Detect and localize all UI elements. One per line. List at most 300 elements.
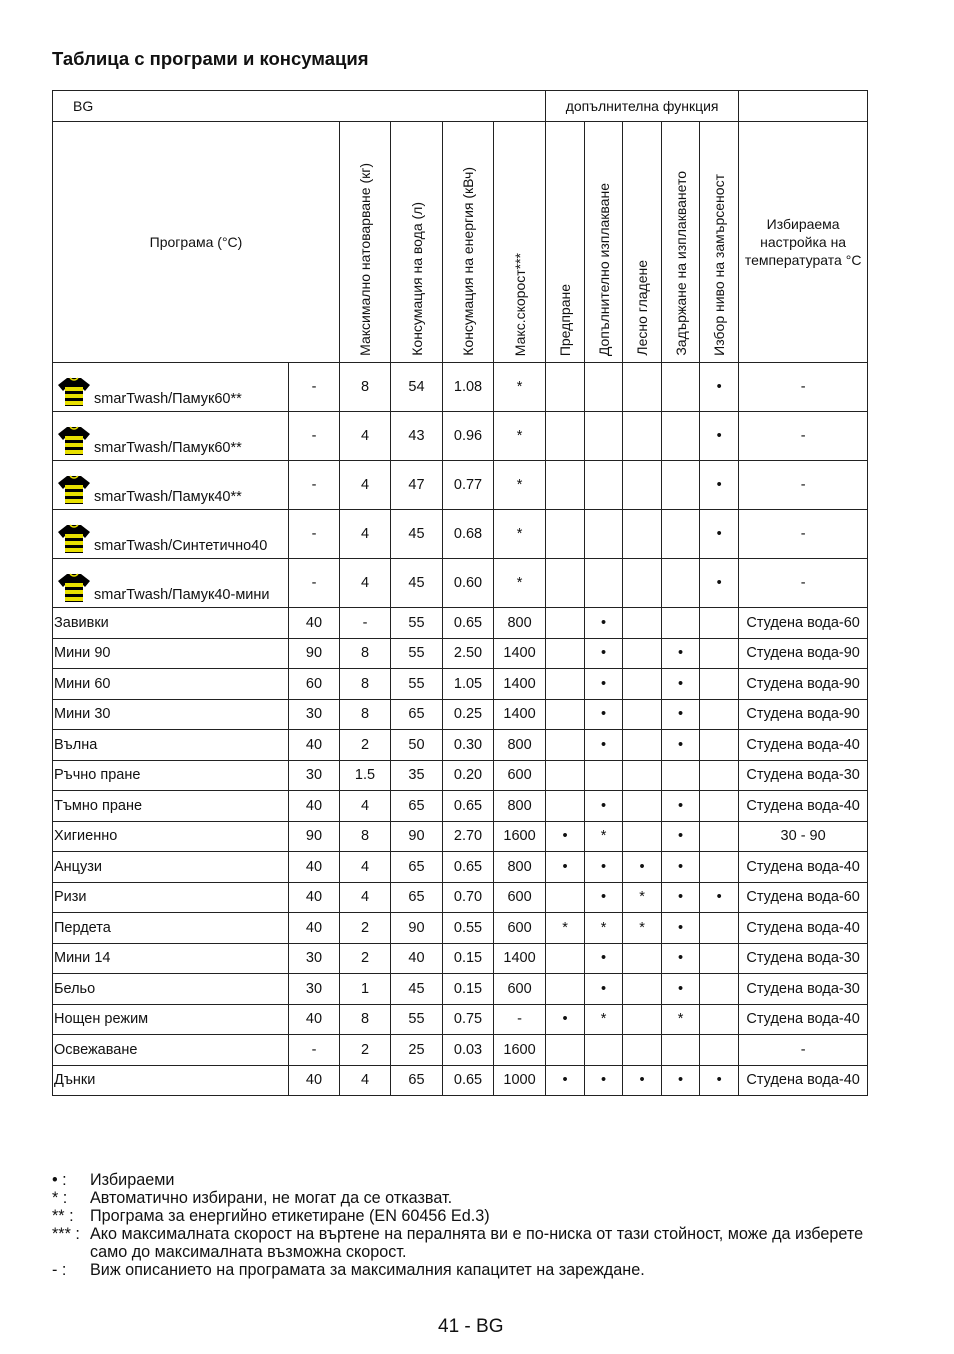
cell-extra-rinse (585, 363, 623, 412)
cell-temp: 40 (289, 852, 340, 883)
cell-load: 4 (340, 510, 391, 559)
cell-easy-iron (623, 1035, 662, 1066)
cell-energy: 0.03 (443, 1035, 494, 1066)
cell-rinse-hold: • (662, 791, 700, 822)
header-max-load-text: Максимално натоварване (кг) (357, 163, 373, 356)
cell-easy-iron (623, 1004, 662, 1035)
cell-energy: 0.30 (443, 730, 494, 761)
program-name: Нощен режим (54, 1011, 149, 1028)
cell-rinse-hold (662, 510, 700, 559)
cell-rinse-hold: * (662, 1004, 700, 1035)
table-row (53, 412, 868, 461)
program-name-cell (53, 882, 289, 913)
program-name-cell (53, 821, 289, 852)
cell-water: 45 (391, 974, 443, 1005)
program-name-cell (53, 1004, 289, 1035)
program-name-cell (53, 363, 289, 412)
table-row (53, 1004, 868, 1035)
header-speed (494, 122, 546, 363)
cell-load: - (340, 608, 391, 639)
cell-water: 50 (391, 730, 443, 761)
cell-easy-iron (623, 974, 662, 1005)
cell-extra-rinse: • (585, 669, 623, 700)
cell-soil (700, 730, 739, 761)
cell-rinse-hold: • (662, 882, 700, 913)
program-name-cell (53, 1065, 289, 1096)
cell-speed: * (494, 510, 546, 559)
page-number: 41 - BG (438, 1316, 504, 1337)
cell-easy-iron: * (623, 882, 662, 913)
cell-load: 8 (340, 1004, 391, 1035)
header-prewash-text: Предпране (557, 283, 574, 356)
cell-water: 55 (391, 608, 443, 639)
cell-speed: 1400 (494, 699, 546, 730)
cell-temp: 30 (289, 974, 340, 1005)
program-name-cell (53, 943, 289, 974)
program-name-cell (53, 1035, 289, 1066)
cell-water: 35 (391, 760, 443, 791)
cell-load: 2 (340, 943, 391, 974)
cell-load: 4 (340, 1065, 391, 1096)
cell-rinse-hold (662, 412, 700, 461)
cell-temp: 40 (289, 1065, 340, 1096)
cell-extra-rinse: * (585, 913, 623, 944)
cell-extra-rinse (585, 559, 623, 608)
header-water (391, 122, 443, 363)
cell-easy-iron (623, 412, 662, 461)
cell-temp-sel: Студена вода-40 (739, 852, 868, 883)
table-row (53, 821, 868, 852)
cell-rinse-hold (662, 461, 700, 510)
cell-load: 4 (340, 882, 391, 913)
cell-prewash (546, 699, 585, 730)
cell-prewash (546, 461, 585, 510)
cell-speed: 1400 (494, 943, 546, 974)
cell-rinse-hold: • (662, 913, 700, 944)
program-name-cell (53, 699, 289, 730)
cell-prewash (546, 1035, 585, 1066)
cell-speed: 1600 (494, 1035, 546, 1066)
cell-extra-rinse: • (585, 1065, 623, 1096)
program-name: Мини 14 (54, 950, 111, 967)
cell-water: 65 (391, 882, 443, 913)
cell-energy: 2.50 (443, 638, 494, 669)
cell-temp: 40 (289, 791, 340, 822)
legend-text: Избираеми (90, 1171, 175, 1189)
cell-temp-sel: - (739, 412, 868, 461)
cell-temp: - (289, 559, 340, 608)
cell-soil (700, 821, 739, 852)
legend-item (52, 1261, 880, 1279)
cell-easy-iron (623, 760, 662, 791)
program-name: Анцузи (54, 858, 102, 875)
cell-speed: 1400 (494, 669, 546, 700)
cell-energy: 1.05 (443, 669, 494, 700)
cell-soil (700, 1035, 739, 1066)
program-name: Вълна (54, 736, 98, 753)
table-row (53, 943, 868, 974)
cell-speed: 800 (494, 791, 546, 822)
cell-water: 65 (391, 791, 443, 822)
cell-load: 1 (340, 974, 391, 1005)
program-name-cell (53, 760, 289, 791)
header-prewash (546, 122, 585, 363)
cell-rinse-hold (662, 363, 700, 412)
cell-rinse-hold: • (662, 821, 700, 852)
cell-soil: • (700, 882, 739, 913)
cell-extra-rinse: • (585, 791, 623, 822)
cell-water: 90 (391, 821, 443, 852)
cell-rinse-hold: • (662, 699, 700, 730)
cell-temp-sel: - (739, 363, 868, 412)
cell-temp-sel: Студена вода-40 (739, 1065, 868, 1096)
program-name-cell (53, 791, 289, 822)
cell-extra-rinse: • (585, 852, 623, 883)
cell-soil (700, 669, 739, 700)
table-row (53, 882, 868, 913)
table-row (53, 461, 868, 510)
program-name: Мини 90 (54, 645, 111, 662)
legend (52, 1171, 880, 1279)
cell-energy: 0.65 (443, 1065, 494, 1096)
table-row (53, 638, 868, 669)
cell-energy: 0.60 (443, 559, 494, 608)
cell-prewash (546, 882, 585, 913)
header-program: Програма (°C) (53, 122, 340, 363)
cell-temp-sel: Студена вода-30 (739, 943, 868, 974)
cell-temp-sel: - (739, 559, 868, 608)
program-name: Бельо (54, 980, 96, 997)
legend-text: Програма за енергийно етикетиране (EN 60456 Ed.3) (90, 1207, 490, 1225)
header-easy-iron-text: Лесно гладене (634, 260, 651, 356)
cell-easy-iron (623, 461, 662, 510)
cell-water: 43 (391, 412, 443, 461)
cell-temp: 30 (289, 760, 340, 791)
cell-rinse-hold: • (662, 943, 700, 974)
cell-temp-sel: Студена вода-40 (739, 791, 868, 822)
cell-prewash: • (546, 1065, 585, 1096)
cell-easy-iron (623, 363, 662, 412)
table-row (53, 510, 868, 559)
program-name-cell (53, 608, 289, 639)
header-soil-level (700, 122, 739, 363)
legend-text: Виж описанието на програмата за максималния капацитет на зареждане. (90, 1261, 645, 1279)
table-row (53, 760, 868, 791)
cell-temp-sel: 30 - 90 (739, 821, 868, 852)
cell-load: 8 (340, 821, 391, 852)
table-row (53, 1035, 868, 1066)
cell-speed: 800 (494, 730, 546, 761)
cell-rinse-hold (662, 1035, 700, 1066)
cell-extra-rinse: * (585, 821, 623, 852)
cell-rinse-hold: • (662, 852, 700, 883)
cell-energy: 2.70 (443, 821, 494, 852)
cell-easy-iron (623, 699, 662, 730)
cell-easy-iron (623, 791, 662, 822)
cell-water: 45 (391, 510, 443, 559)
header-columns-row (53, 122, 868, 363)
cell-prewash: • (546, 821, 585, 852)
cell-load: 8 (340, 669, 391, 700)
program-name-cell (53, 461, 289, 510)
cell-temp-sel: Студена вода-40 (739, 913, 868, 944)
program-name-cell (53, 913, 289, 944)
cell-soil: • (700, 412, 739, 461)
cell-energy: 0.65 (443, 608, 494, 639)
header-temp-select: Избираема настройка на температурата °C (739, 122, 868, 363)
cell-easy-iron (623, 608, 662, 639)
cell-temp: 60 (289, 669, 340, 700)
cell-water: 55 (391, 669, 443, 700)
legend-item (52, 1189, 880, 1207)
header-energy-text: Консумация на енергия (кВч) (460, 167, 476, 356)
program-name: Освежаване (54, 1041, 138, 1058)
cell-energy: 0.75 (443, 1004, 494, 1035)
cell-speed: 1000 (494, 1065, 546, 1096)
cell-soil: • (700, 1065, 739, 1096)
cell-temp-sel: - (739, 1035, 868, 1066)
table-row (53, 669, 868, 700)
program-name-cell (53, 559, 289, 608)
cell-soil (700, 852, 739, 883)
cell-temp: - (289, 412, 340, 461)
legend-item (52, 1207, 880, 1225)
cell-load: 2 (340, 730, 391, 761)
table-row (53, 608, 868, 639)
cell-rinse-hold (662, 608, 700, 639)
cell-extra-rinse: • (585, 699, 623, 730)
cell-rinse-hold: • (662, 669, 700, 700)
cell-soil (700, 791, 739, 822)
cell-soil (700, 974, 739, 1005)
table-row (53, 1065, 868, 1096)
legend-symbol: * : (52, 1189, 68, 1207)
cell-easy-iron (623, 943, 662, 974)
cell-soil: • (700, 363, 739, 412)
cell-prewash (546, 791, 585, 822)
header-extra-rinse-text: Допълнително изплакване (595, 182, 612, 356)
cell-energy: 0.68 (443, 510, 494, 559)
table-row (53, 559, 868, 608)
table-row (53, 974, 868, 1005)
cell-water: 65 (391, 852, 443, 883)
program-name: Завивки (54, 614, 109, 631)
cell-load: 2 (340, 913, 391, 944)
cell-water: 90 (391, 913, 443, 944)
shirt-icon (57, 426, 91, 456)
cell-rinse-hold (662, 760, 700, 791)
cell-extra-rinse: • (585, 638, 623, 669)
cell-rinse-hold: • (662, 730, 700, 761)
cell-temp-sel: Студена вода-90 (739, 669, 868, 700)
program-name-cell (53, 974, 289, 1005)
cell-soil (700, 913, 739, 944)
cell-energy: 0.96 (443, 412, 494, 461)
table-row (53, 913, 868, 944)
header-top-row (53, 91, 868, 122)
header-soil-level-text: Избор ниво на замърсеност (711, 174, 728, 356)
cell-energy: 0.65 (443, 791, 494, 822)
cell-easy-iron: • (623, 1065, 662, 1096)
cell-energy: 0.20 (443, 760, 494, 791)
program-name: Дънки (54, 1072, 96, 1089)
cell-prewash (546, 638, 585, 669)
cell-prewash (546, 363, 585, 412)
cell-water: 55 (391, 638, 443, 669)
cell-energy: 0.15 (443, 943, 494, 974)
cell-prewash (546, 943, 585, 974)
cell-load: 1.5 (340, 760, 391, 791)
cell-extra-rinse: * (585, 1004, 623, 1035)
cell-prewash (546, 974, 585, 1005)
cell-prewash (546, 608, 585, 639)
cell-easy-iron (623, 559, 662, 608)
cell-prewash (546, 559, 585, 608)
cell-soil (700, 638, 739, 669)
program-consumption-table (52, 90, 868, 1096)
cell-prewash (546, 510, 585, 559)
program-name-cell (53, 510, 289, 559)
table-row (53, 699, 868, 730)
cell-temp: - (289, 510, 340, 559)
cell-water: 25 (391, 1035, 443, 1066)
cell-prewash: • (546, 852, 585, 883)
program-name-cell (53, 852, 289, 883)
header-max-load (340, 122, 391, 363)
cell-load: 4 (340, 412, 391, 461)
cell-soil (700, 699, 739, 730)
legend-symbol: • : (52, 1171, 67, 1189)
cell-temp: 90 (289, 638, 340, 669)
cell-load: 8 (340, 363, 391, 412)
cell-water: 47 (391, 461, 443, 510)
cell-water: 65 (391, 699, 443, 730)
program-name: Ризи (54, 889, 87, 906)
shirt-icon (57, 377, 91, 407)
program-name-cell (53, 638, 289, 669)
table-row (53, 730, 868, 761)
cell-temp-sel: Студена вода-40 (739, 730, 868, 761)
cell-energy: 0.25 (443, 699, 494, 730)
cell-load: 4 (340, 559, 391, 608)
cell-soil: • (700, 461, 739, 510)
shirt-icon (57, 524, 91, 554)
cell-temp-sel: Студена вода-30 (739, 760, 868, 791)
cell-soil: • (700, 559, 739, 608)
table-row (53, 363, 868, 412)
cell-temp: 40 (289, 730, 340, 761)
cell-extra-rinse (585, 760, 623, 791)
cell-temp-sel: Студена вода-40 (739, 1004, 868, 1035)
cell-load: 2 (340, 1035, 391, 1066)
cell-temp: 40 (289, 882, 340, 913)
cell-load: 4 (340, 461, 391, 510)
cell-soil: • (700, 510, 739, 559)
cell-extra-rinse (585, 412, 623, 461)
header-rinse-hold (662, 122, 700, 363)
program-name: Мини 30 (54, 706, 111, 723)
program-name-cell (53, 669, 289, 700)
cell-temp: - (289, 461, 340, 510)
cell-extra-rinse (585, 461, 623, 510)
shirt-icon (57, 573, 91, 603)
cell-extra-rinse: • (585, 974, 623, 1005)
program-name: Ръчно пране (54, 767, 141, 784)
table-row (53, 791, 868, 822)
program-name: smarTwash/Синтетично40 (94, 538, 268, 554)
cell-easy-iron (623, 669, 662, 700)
header-rinse-hold-text: Задържане на изплакването (672, 171, 689, 356)
legend-item (52, 1171, 880, 1189)
legend-symbol: *** : (52, 1225, 80, 1243)
cell-prewash (546, 760, 585, 791)
cell-temp-sel: - (739, 461, 868, 510)
cell-temp: 30 (289, 699, 340, 730)
program-name: Хигиенно (54, 828, 118, 845)
header-water-text: Консумация на вода (л) (408, 202, 425, 356)
cell-speed: 1600 (494, 821, 546, 852)
cell-water: 54 (391, 363, 443, 412)
cell-temp: 90 (289, 821, 340, 852)
cell-easy-iron: * (623, 913, 662, 944)
cell-rinse-hold: • (662, 1065, 700, 1096)
cell-temp: - (289, 1035, 340, 1066)
cell-easy-iron (623, 510, 662, 559)
cell-prewash (546, 730, 585, 761)
cell-water: 65 (391, 1065, 443, 1096)
cell-easy-iron: • (623, 852, 662, 883)
cell-energy: 0.70 (443, 882, 494, 913)
cell-prewash: • (546, 1004, 585, 1035)
program-name-cell (53, 412, 289, 461)
program-name-cell (53, 730, 289, 761)
program-name: Мини 60 (54, 675, 111, 692)
extra-function-label: допълнителна функция (546, 91, 739, 122)
cell-energy: 0.65 (443, 852, 494, 883)
cell-extra-rinse: • (585, 943, 623, 974)
table-row (53, 852, 868, 883)
header-speed-text: Макс.скорост*** (511, 252, 528, 356)
cell-temp: 40 (289, 913, 340, 944)
cell-easy-iron (623, 821, 662, 852)
legend-text: Ако максималната скорост на въртене на пералнята ви е по-ниска от тази стойност, може да изберете само до максималната възможна скорост. (90, 1225, 864, 1261)
legend-text: Автоматично избирани, не могат да се отказват. (90, 1189, 453, 1207)
cell-temp-sel: Студена вода-60 (739, 882, 868, 913)
cell-rinse-hold: • (662, 974, 700, 1005)
cell-speed: 600 (494, 760, 546, 791)
cell-speed: - (494, 1004, 546, 1035)
cell-load: 4 (340, 791, 391, 822)
cell-rinse-hold (662, 559, 700, 608)
cell-temp: 40 (289, 608, 340, 639)
cell-speed: * (494, 461, 546, 510)
cell-water: 55 (391, 1004, 443, 1035)
cell-temp-sel: - (739, 510, 868, 559)
header-energy (443, 122, 494, 363)
header-empty-cell (739, 91, 868, 122)
cell-temp-sel: Студена вода-60 (739, 608, 868, 639)
page-title: Таблица с програми и консумация (52, 48, 369, 69)
header-extra-rinse (585, 122, 623, 363)
cell-load: 4 (340, 852, 391, 883)
cell-speed: 600 (494, 882, 546, 913)
cell-energy: 0.77 (443, 461, 494, 510)
cell-prewash (546, 412, 585, 461)
program-name: smarTwash/Памук60** (94, 440, 242, 456)
cell-temp: 40 (289, 1004, 340, 1035)
lang-label: BG (53, 91, 546, 122)
cell-soil (700, 1004, 739, 1035)
